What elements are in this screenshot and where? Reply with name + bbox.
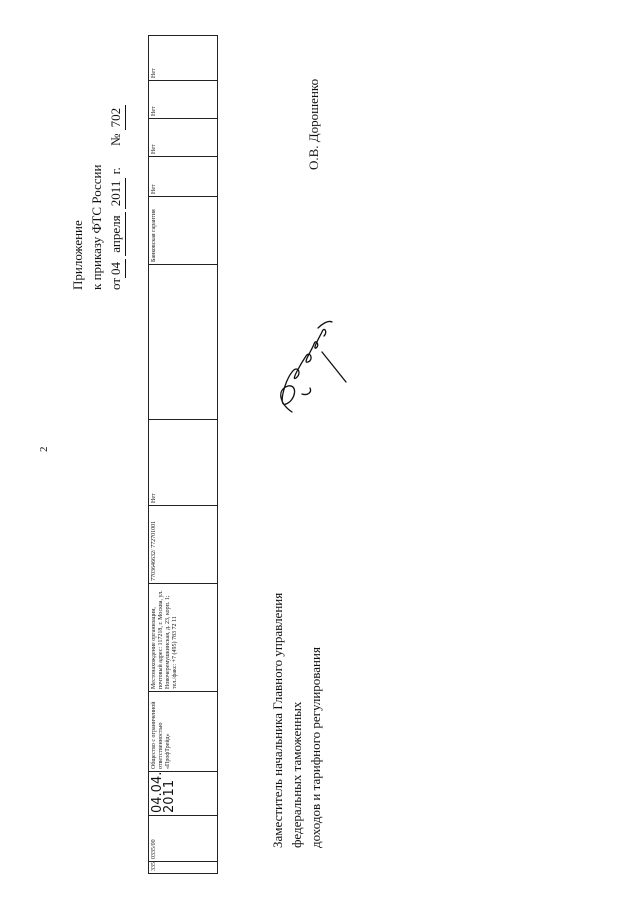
number-label: №: [108, 133, 123, 147]
date-day: 04: [106, 259, 126, 278]
order-reference: к приказу ФТС России: [89, 164, 104, 290]
date-year: 2011: [106, 178, 126, 210]
from-label: от: [108, 277, 123, 290]
cell-col12: Нет: [149, 81, 218, 119]
cell-guarantee: Банковская гарантия: [149, 197, 218, 265]
table-row: [149, 36, 218, 874]
handwritten-signature: [262, 312, 350, 422]
cell-inn-kpp: 7703646632/ 772701001: [149, 506, 218, 584]
registry-table: [148, 36, 218, 874]
date-month: апреля: [106, 212, 126, 255]
cell-col11: Нет: [149, 119, 218, 157]
cell-org-name: Общество с ограниченной ответственностью «ПрофТрейд»: [149, 692, 218, 772]
position-line-1: Заместитель начальника Главного управления: [270, 592, 285, 848]
cell-col10: Нет: [149, 157, 218, 197]
position-line-2: федеральных таможенных: [289, 701, 304, 848]
position-line-3: доходов и тарифного регулирования: [308, 647, 323, 848]
page-number: 2: [38, 446, 50, 452]
cell-row-number: 335: [149, 862, 218, 874]
cell-col8: [149, 265, 218, 420]
signatory-position: [268, 593, 325, 848]
cell-address: Местонахождение организации, почтовый адрес: 117218, г. Москва, ул. Новочеремушкинская, д. 23, корп. 1; тел./факс: +7 (495) 783 72 11: [149, 584, 218, 692]
appendix-title: Приложение: [70, 220, 85, 290]
cell-col7: Нет: [149, 420, 218, 506]
cell-col13: Нет: [149, 36, 218, 81]
signatory-name: О.В. Дорошенко: [306, 78, 321, 170]
cell-reg-number: 0335/00: [149, 816, 218, 862]
cell-date: 04.04. 2011: [149, 772, 218, 816]
order-date-line: [106, 105, 126, 290]
order-number: 702: [106, 105, 126, 131]
appendix-header: [68, 105, 126, 290]
year-suffix: г.: [108, 167, 123, 175]
